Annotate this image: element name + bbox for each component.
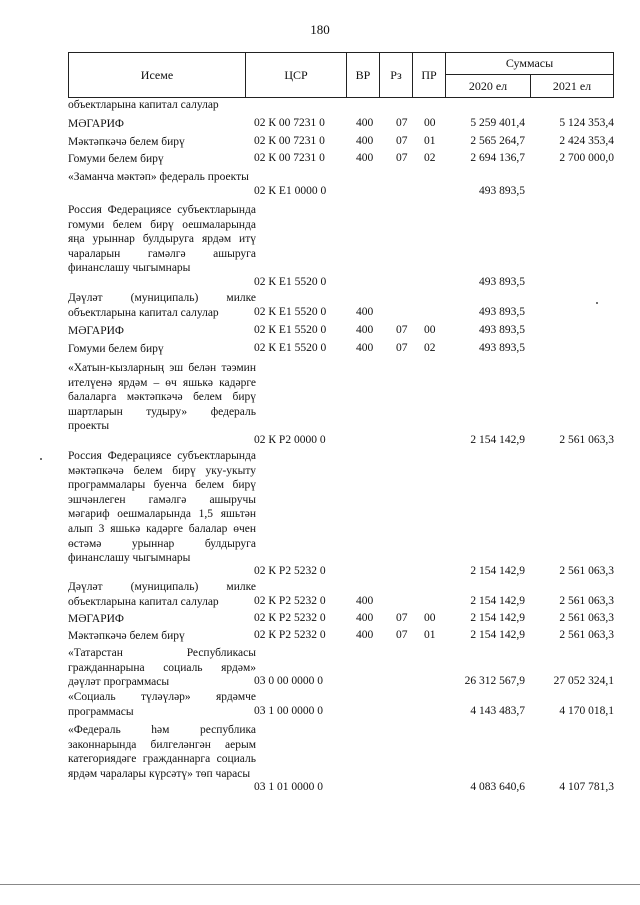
scan-speck: [40, 458, 42, 460]
row-2021: 2 561 063,3: [559, 612, 614, 624]
row-2021: 2 561 063,3: [559, 434, 614, 446]
row-pr: 01: [424, 629, 436, 641]
row-pr: 00: [424, 117, 436, 129]
row-name: «Федераль һәм республика законнарында билгеләнгән аерым категориядәге гражданнарга социаль ярдәм чаралары күрсәтү» төп чарасы: [68, 724, 256, 780]
row-csr: 02 К 00 7231 0: [254, 117, 325, 129]
page-bottom-rule: [0, 884, 640, 885]
row-name: Мәктәпкәчә белем бирү: [68, 136, 185, 148]
row-vr: 400: [356, 595, 374, 607]
row-name: Гомуми белем бирү: [68, 343, 164, 355]
row-2020: 2 154 142,9: [470, 595, 525, 607]
row-2021: 4 107 781,3: [559, 781, 614, 793]
row-2020: 26 312 567,9: [464, 675, 525, 687]
row-2020: 2 154 142,9: [470, 629, 525, 641]
row-csr: 02 К Р2 5232 0: [254, 629, 326, 641]
row-name: «Хатын-кызларның эш белән тәэмин ителүенә ярдәм – өч яшькә кадәрге балаларга мәктәпкәчә белем бирү шартларын тудыру» федераль проекты: [68, 362, 256, 433]
row-name: Россия Федерациясе субъектларында мәктәпкәчә белем бирү уку-укыту программалары буенча белем бирү эшчәнлеген гамәлгә ашыручы мәгариф оешмаларында 1,5 яшьтән алып 3 яшькә кадәрге балалар өчен өстәмә урыннар булдыруга финанслашу чыгымнары: [68, 450, 256, 565]
header-pr: ПР: [412, 52, 446, 98]
row-name: Мәктәпкәчә белем бирү: [68, 630, 185, 642]
row-2020: 493 893,5: [479, 342, 525, 354]
row-rz: 07: [396, 612, 408, 624]
row-name: «Заманча мәктәп» федераль проекты: [68, 171, 249, 183]
row-csr: 02 К Е1 5520 0: [254, 324, 327, 336]
row-vr: 400: [356, 612, 374, 624]
row-rz: 07: [396, 629, 408, 641]
row-2020: 493 893,5: [479, 185, 525, 197]
row-csr: 03 1 01 0000 0: [254, 781, 323, 793]
row-csr: 02 К 00 7231 0: [254, 152, 325, 164]
row-csr: 02 К 00 7231 0: [254, 135, 325, 147]
row-vr: 400: [356, 629, 374, 641]
row-csr: 02 К Р2 0000 0: [254, 434, 326, 446]
row-2021: 27 052 324,1: [553, 675, 614, 687]
row-pr: 02: [424, 152, 436, 164]
row-name: МӘГАРИФ: [68, 613, 125, 625]
page-number: 180: [310, 22, 330, 37]
header-2020: 2020 ел: [445, 74, 531, 98]
row-name: МӘГАРИФ: [68, 325, 125, 337]
row-2021: 2 700 000,0: [559, 152, 614, 164]
row-csr: 02 К Р2 5232 0: [254, 612, 326, 624]
row-vr: 400: [356, 135, 374, 147]
row-vr: 400: [356, 152, 374, 164]
header-csr: ЦСР: [245, 52, 347, 98]
row-2021: 2 561 063,3: [559, 565, 614, 577]
header-2021: 2021 ел: [530, 74, 614, 98]
table-header: [68, 52, 614, 98]
row-name: Дәүләт (муниципаль) милке объектларына капитал салулар: [68, 581, 256, 608]
header-rz: Рз: [379, 52, 413, 98]
row-vr: 400: [356, 117, 374, 129]
row-2020: 493 893,5: [479, 306, 525, 318]
row-2020: 493 893,5: [479, 276, 525, 288]
row-2021: 5 124 353,4: [559, 117, 614, 129]
row-csr: 02 К Е1 5520 0: [254, 276, 327, 288]
row-rz: 07: [396, 152, 408, 164]
row-pr: 02: [424, 342, 436, 354]
row-name: Россия Федерациясе субъектларында гомуми белем бирү оешмаларында яңа урыннар булдыруга ярдәм итү чараларын гамәлгә ашыруга финанслашу чыгымнары: [68, 204, 256, 275]
header-sums: Суммасы: [445, 52, 614, 75]
row-rz: 07: [396, 135, 408, 147]
row-pr: 00: [424, 324, 436, 336]
row-2020: 2 154 142,9: [470, 434, 525, 446]
row-csr: 02 К Р2 5232 0: [254, 595, 326, 607]
row-csr: 02 К Е1 5520 0: [254, 342, 327, 354]
row-rz: 07: [396, 324, 408, 336]
row-2020: 2 154 142,9: [470, 565, 525, 577]
row-csr: 02 К Е1 0000 0: [254, 185, 327, 197]
row-2020: 2 154 142,9: [470, 612, 525, 624]
row-2020: 2 694 136,7: [470, 152, 525, 164]
row-2020: 4 083 640,6: [470, 781, 525, 793]
scan-speck: [596, 302, 598, 304]
row-name: «Татарстан Республикасы гражданнарына социаль ярдәм» дәүләт программасы: [68, 647, 256, 689]
row-name: объектларына капитал салулар: [68, 99, 219, 111]
row-pr: 00: [424, 612, 436, 624]
row-pr: 01: [424, 135, 436, 147]
row-2020: 4 143 483,7: [470, 705, 525, 717]
row-rz: 07: [396, 117, 408, 129]
row-name: МӘГАРИФ: [68, 118, 125, 130]
header-name: Исеме: [68, 52, 246, 98]
row-csr: 02 К Р2 5232 0: [254, 565, 326, 577]
row-2020: 5 259 401,4: [470, 117, 525, 129]
row-name: «Социаль түләүләр» ярдәмче программасы: [68, 691, 256, 718]
row-vr: 400: [356, 306, 374, 318]
row-csr: 02 К Е1 5520 0: [254, 306, 327, 318]
row-csr: 03 1 00 0000 0: [254, 705, 323, 717]
row-name: Дәүләт (муниципаль) милке объектларына капитал салулар: [68, 292, 256, 319]
row-name: Гомуми белем бирү: [68, 153, 164, 165]
row-2021: 4 170 018,1: [559, 705, 614, 717]
row-2021: 2 424 353,4: [559, 135, 614, 147]
row-vr: 400: [356, 342, 374, 354]
row-csr: 03 0 00 0000 0: [254, 675, 323, 687]
row-2021: 2 561 063,3: [559, 595, 614, 607]
row-2021: 2 561 063,3: [559, 629, 614, 641]
row-2020: 2 565 264,7: [470, 135, 525, 147]
row-vr: 400: [356, 324, 374, 336]
row-2020: 493 893,5: [479, 324, 525, 336]
row-rz: 07: [396, 342, 408, 354]
header-vr: ВР: [346, 52, 380, 98]
